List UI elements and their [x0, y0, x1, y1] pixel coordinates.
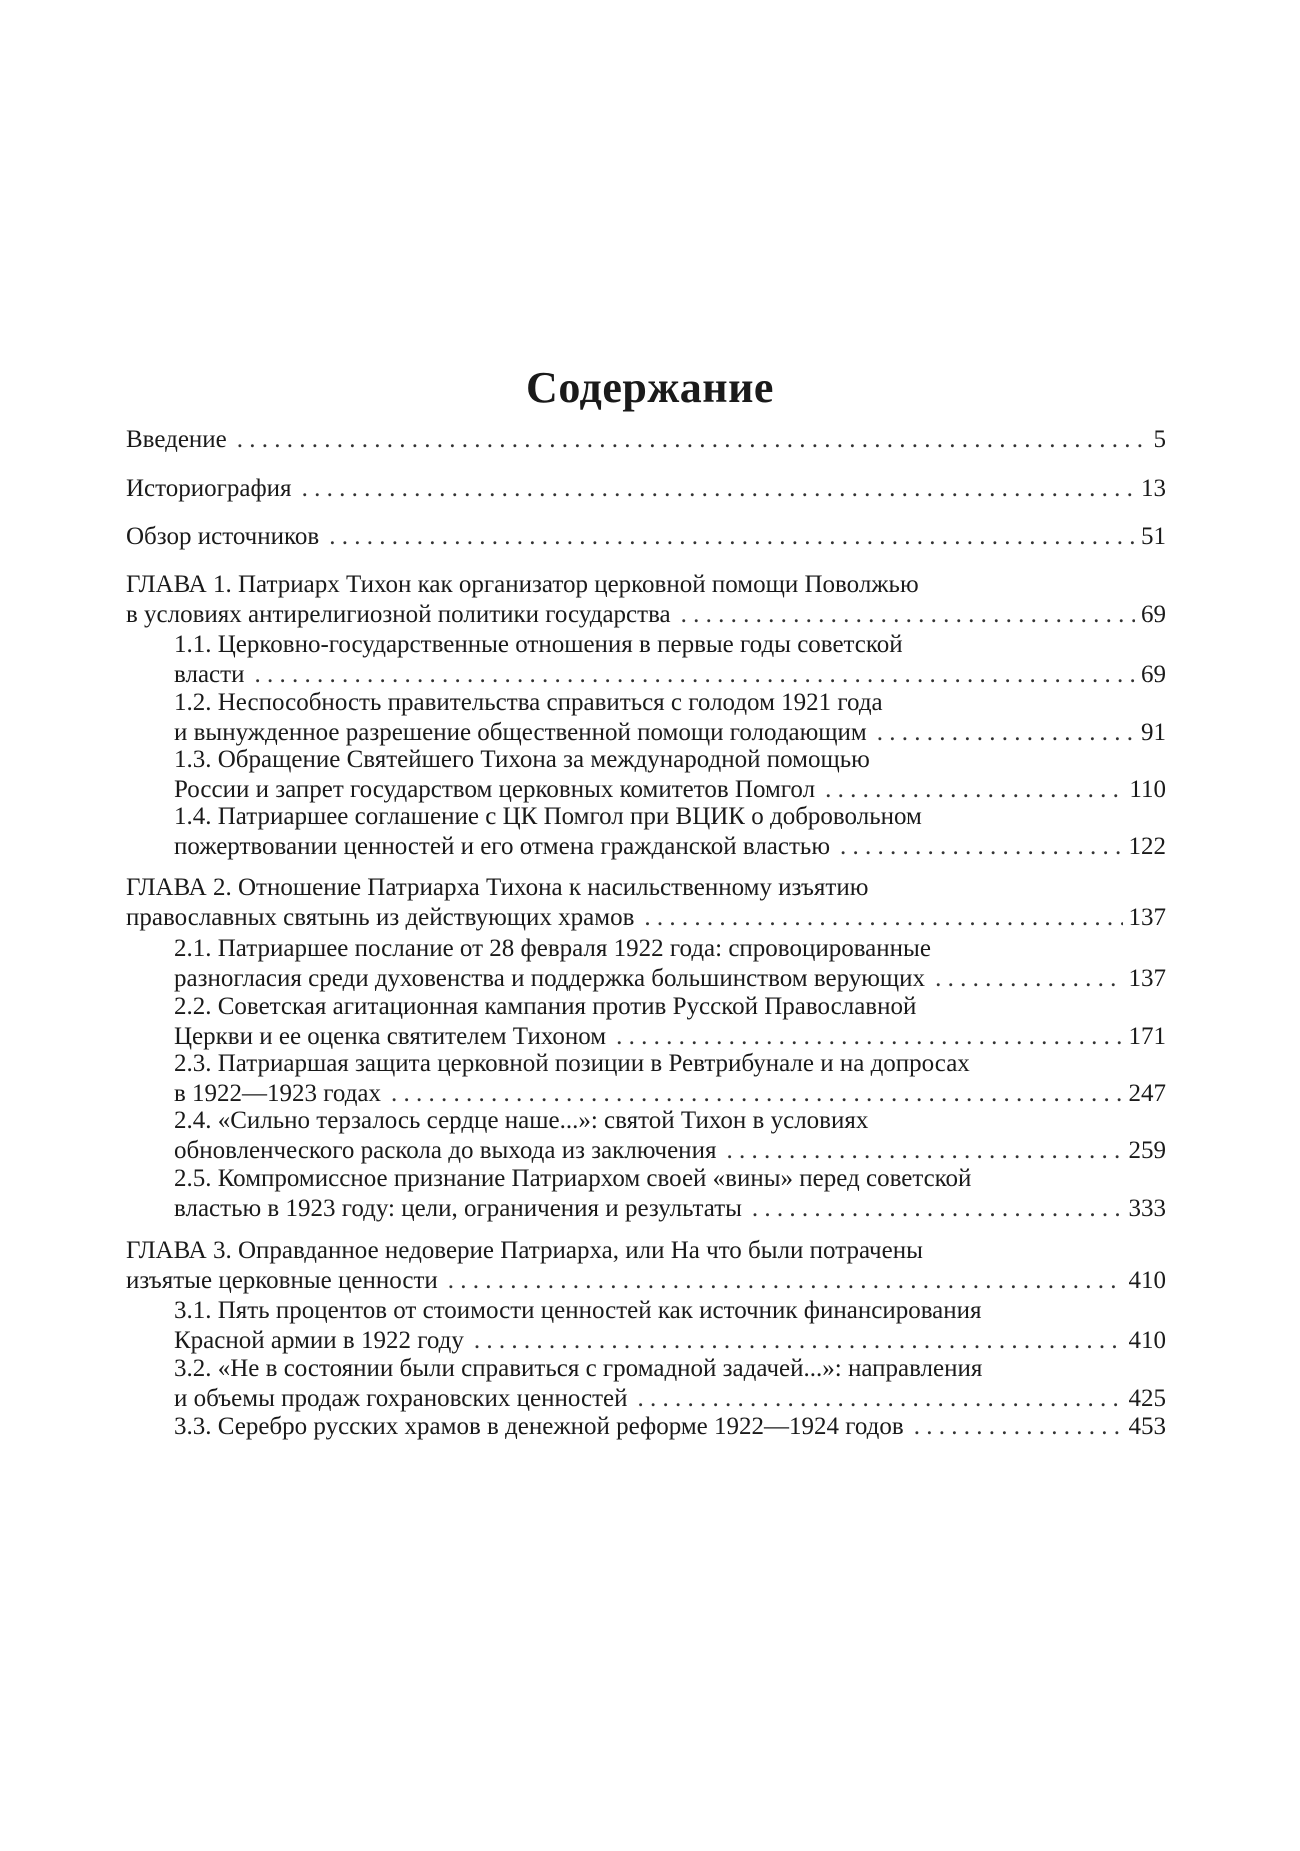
toc-entry-introduction	[126, 425, 1166, 455]
dot-leader	[329, 522, 1135, 552]
dot-leader	[448, 1266, 1123, 1296]
toc-page-number: 425	[1128, 1385, 1166, 1412]
toc-entry-title: пожертвовании ценностей и его отмена гражданской властью	[174, 833, 830, 860]
toc-entry-section-3-3	[174, 1412, 1166, 1442]
toc-entry-title: и объемы продаж гохрановских ценностей	[174, 1385, 628, 1412]
toc-entry-section-3-2	[174, 1354, 1166, 1414]
toc-entry-title: Обзор источников	[126, 523, 320, 550]
toc-entry-title: разногласия среди духовенства и поддержка большинством верующих	[174, 965, 926, 992]
toc-entry-title: 3.3. Серебро русских храмов в денежной реформе 1922—1924 годов	[174, 1413, 904, 1440]
toc-page-number: 333	[1128, 1195, 1166, 1222]
dot-leader	[935, 964, 1122, 994]
toc-page-number: 247	[1128, 1080, 1166, 1107]
toc-page-number: 453	[1128, 1413, 1166, 1440]
dot-leader	[752, 1194, 1123, 1224]
toc-page-number: 410	[1128, 1267, 1166, 1294]
toc-page-number: 69	[1141, 601, 1166, 628]
toc-entry-title: власти	[174, 661, 245, 688]
toc-entry-title-line: 1.4. Патриаршее соглашение с ЦК Помгол при ВЦИК о добровольном	[174, 803, 922, 830]
toc-entry-section-2-3	[174, 1049, 1166, 1109]
toc-entry-title: православных святынь из действующих храмов	[126, 904, 635, 931]
dot-leader	[914, 1412, 1123, 1442]
toc-entry-section-2-4	[174, 1106, 1166, 1166]
toc-entry-title: России и запрет государством церковных комитетов Помгол	[174, 776, 816, 803]
toc-entry-title-line: 2.3. Патриаршая защита церковной позиции в Ревтрибунале и на допросах	[174, 1050, 970, 1077]
toc-entry-section-1-3	[174, 745, 1166, 805]
toc-entry-section-1-1	[174, 630, 1166, 690]
toc-entry-title-line: 3.2. «Не в состоянии были справиться с громадной задачей...»: направления	[174, 1355, 983, 1382]
toc-page-number: 137	[1128, 965, 1166, 992]
dot-leader	[637, 1384, 1122, 1414]
toc-entry-title: и вынужденное разрешение общественной помощи голодающим	[174, 719, 867, 746]
toc-page-number: 69	[1141, 661, 1166, 688]
toc-entry-title-line: ГЛАВА 2. Отношение Патриарха Тихона к насильственному изъятию	[126, 874, 869, 901]
toc-entry-title-line: 1.1. Церковно-государственные отношения в первые годы советской	[174, 631, 903, 658]
toc-entry-title: Историография	[126, 475, 292, 502]
toc-page-number: 51	[1141, 523, 1166, 550]
toc-entry-section-2-5	[174, 1164, 1166, 1224]
toc-entry-title-line: 2.5. Компромиссное признание Патриархом своей «вины» перед советской	[174, 1165, 972, 1192]
page-title: Содержание	[526, 363, 774, 412]
toc-entry-title: Красной армии в 1922 году	[174, 1327, 464, 1354]
toc-entry-chapter-1	[126, 570, 1166, 630]
dot-leader	[474, 1326, 1123, 1356]
toc-entry-title-line: ГЛАВА 3. Оправданное недоверие Патриарха, или На что были потрачены	[126, 1237, 923, 1264]
dot-leader	[254, 660, 1135, 690]
toc-page-number: 259	[1128, 1137, 1166, 1164]
toc-page-number: 110	[1129, 776, 1166, 803]
toc-entry-title-line: 3.1. Пять процентов от стоимости ценностей как источник финансирования	[174, 1297, 982, 1324]
toc-page-number: 410	[1128, 1327, 1166, 1354]
toc-page-number: 137	[1128, 904, 1166, 931]
toc-entry-section-3-1	[174, 1296, 1166, 1356]
dot-leader	[877, 718, 1135, 748]
toc-entry-title: Введение	[126, 426, 227, 453]
toc-entry-title: изъятые церковные ценности	[126, 1267, 438, 1294]
toc-entry-title: обновленческого раскола до выхода из заключения	[174, 1137, 717, 1164]
toc-page-number: 122	[1128, 833, 1166, 860]
toc-entry-title-line: 1.2. Неспособность правительства справиться с голодом 1921 года	[174, 689, 883, 716]
toc-entry-chapter-2	[126, 873, 1166, 933]
toc-entry-title-line: 2.4. «Сильно терзалось сердце наше...»: святой Тихон в условиях	[174, 1107, 869, 1134]
toc-entry-section-1-2	[174, 688, 1166, 748]
toc-entry-sources	[126, 522, 1166, 552]
toc-page-number: 171	[1128, 1023, 1166, 1050]
dot-leader	[840, 832, 1123, 862]
toc-page-number: 13	[1141, 475, 1166, 502]
dot-leader	[825, 775, 1123, 805]
toc-entry-section-2-2	[174, 992, 1166, 1052]
toc-entry-title-line: 1.3. Обращение Святейшего Тихона за международной помощью	[174, 746, 870, 773]
dot-leader	[616, 1022, 1122, 1052]
dot-leader	[644, 903, 1122, 933]
toc-entry-title-line: 2.1. Патриаршее послание от 28 февраля 1922 года: спровоцированные	[174, 935, 931, 962]
toc-page-number: 5	[1153, 426, 1166, 453]
toc-entry-section-2-1	[174, 934, 1166, 994]
toc-entry-section-1-4	[174, 802, 1166, 862]
toc-page-number: 91	[1141, 719, 1166, 746]
dot-leader	[726, 1136, 1122, 1166]
toc-entry-title-line: 2.2. Советская агитационная кампания против Русской Православной	[174, 993, 917, 1020]
toc-entry-title: Церкви и ее оценка святителем Тихоном	[174, 1023, 607, 1050]
toc-entry-title: в 1922—1923 годах	[174, 1080, 382, 1107]
toc-entry-title: властью в 1923 году: цели, ограничения и результаты	[174, 1195, 742, 1222]
dot-leader	[391, 1079, 1122, 1109]
dot-leader	[237, 425, 1148, 455]
dot-leader	[681, 600, 1135, 630]
toc-entry-historiography	[126, 474, 1166, 504]
dot-leader	[302, 474, 1135, 504]
toc-entry-title: в условиях антирелигиозной политики государства	[126, 601, 671, 628]
toc-entry-chapter-3	[126, 1236, 1166, 1296]
toc-entry-title-line: ГЛАВА 1. Патриарх Тихон как организатор церковной помощи Поволжью	[126, 571, 919, 598]
